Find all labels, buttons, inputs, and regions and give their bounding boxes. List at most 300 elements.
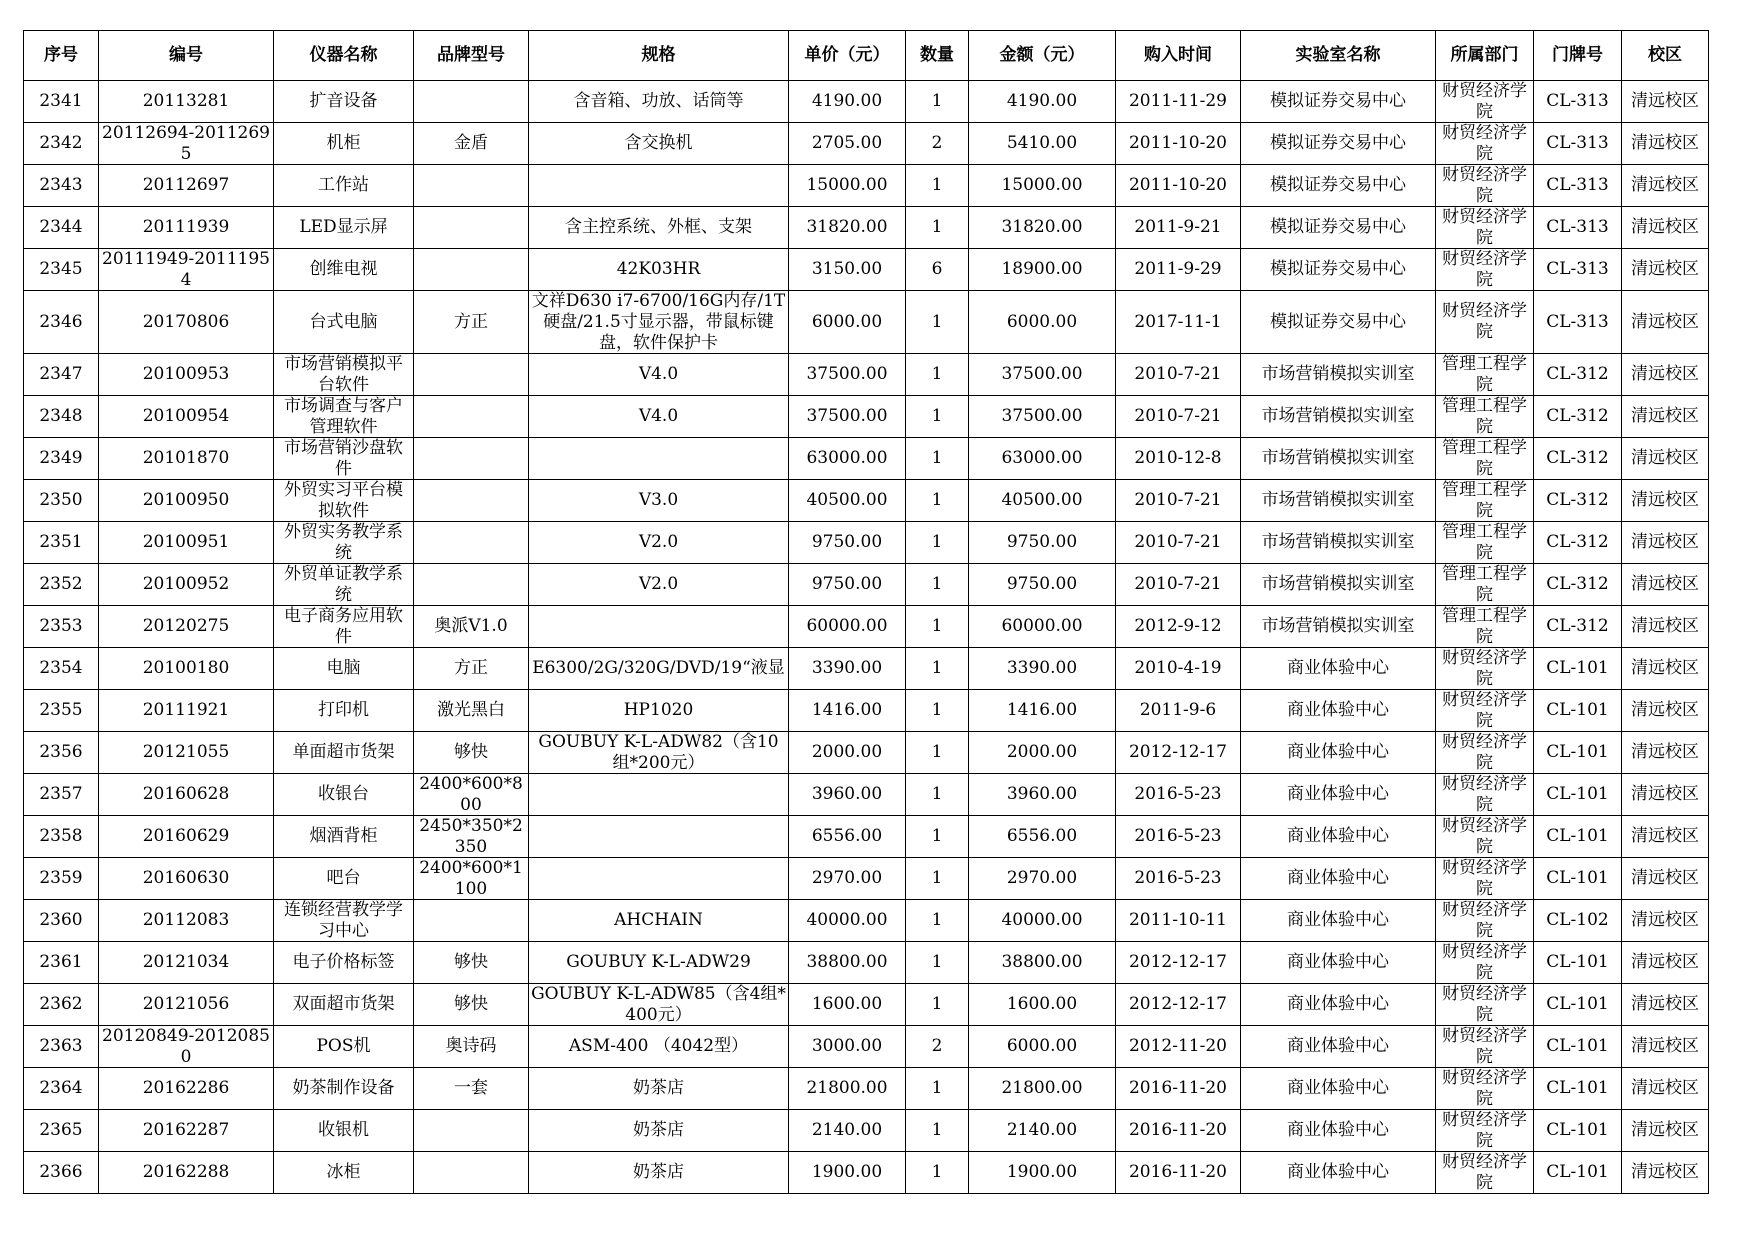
cell-text: 清远校区	[1631, 1162, 1699, 1182]
cell-text: 21800.00	[1001, 1078, 1083, 1098]
cell-campus	[1622, 900, 1709, 942]
cell-qty	[906, 774, 969, 816]
inventory-sheet	[23, 30, 1709, 1194]
cell-name	[274, 774, 414, 816]
cell-brand	[414, 438, 529, 480]
cell-spec	[529, 1026, 789, 1068]
cell-text: 1	[931, 175, 943, 195]
cell-text: 外贸实务教学系统	[284, 522, 403, 563]
cell-text: 收银机	[318, 1120, 369, 1140]
cell-campus	[1622, 774, 1709, 816]
cell-qty	[906, 354, 969, 396]
cell-text: 5410.00	[1006, 133, 1078, 153]
cell-text: 2970.00	[811, 868, 883, 888]
cell-name	[274, 1110, 414, 1152]
cell-text: 15000.00	[1001, 175, 1083, 195]
cell-dept	[1436, 900, 1534, 942]
cell-brand	[414, 1152, 529, 1194]
cell-name	[274, 648, 414, 690]
column-header-amount: 金额（元）	[969, 31, 1116, 81]
cell-text: 管理工程学院	[1442, 606, 1527, 647]
cell-lab	[1241, 354, 1436, 396]
cell-spec	[529, 690, 789, 732]
cell-text: 20100180	[142, 658, 230, 678]
cell-brand	[414, 480, 529, 522]
cell-lab	[1241, 1152, 1436, 1194]
cell-dept	[1436, 249, 1534, 291]
table-row	[24, 1152, 1709, 1194]
column-header-unit-price: 单价（元）	[789, 31, 906, 81]
cell-unit-price	[789, 900, 906, 942]
cell-text: 2450*350*2350	[419, 816, 523, 857]
cell-text: 单面超市货架	[292, 742, 395, 762]
cell-text: 6000.00	[1006, 1036, 1078, 1056]
table-row	[24, 207, 1709, 249]
cell-text: 2344	[39, 217, 83, 237]
cell-brand	[414, 207, 529, 249]
cell-qty	[906, 165, 969, 207]
cell-campus	[1622, 564, 1709, 606]
cell-text: 市场营销模拟实训室	[1261, 448, 1415, 468]
cell-text: 2010-7-21	[1134, 364, 1222, 384]
cell-code	[99, 291, 274, 354]
cell-text: CL-101	[1546, 1036, 1609, 1056]
cell-text: 20112083	[142, 910, 230, 930]
cell-code	[99, 522, 274, 564]
cell-date	[1116, 564, 1241, 606]
cell-qty	[906, 522, 969, 564]
cell-text: 双面超市货架	[292, 994, 395, 1014]
cell-text: 2361	[39, 952, 83, 972]
cell-name	[274, 249, 414, 291]
cell-amount	[969, 606, 1116, 648]
cell-text: 20113281	[142, 91, 230, 111]
cell-text: 3960.00	[1006, 784, 1078, 804]
cell-text: 清远校区	[1631, 1078, 1699, 1098]
cell-text: 2356	[39, 742, 83, 762]
cell-campus	[1622, 207, 1709, 249]
cell-lab	[1241, 81, 1436, 123]
cell-text: 连锁经营教学学习中心	[284, 900, 403, 941]
cell-campus	[1622, 858, 1709, 900]
cell-brand	[414, 81, 529, 123]
cell-dept	[1436, 774, 1534, 816]
cell-text: 20101870	[142, 448, 230, 468]
cell-name	[274, 1026, 414, 1068]
cell-qty	[906, 249, 969, 291]
cell-spec	[529, 1068, 789, 1110]
cell-text: 1	[931, 1120, 943, 1140]
cell-text: GOUBUY K-L-ADW85（含4组*400元）	[531, 984, 786, 1025]
cell-text: 1	[931, 532, 943, 552]
cell-spec	[529, 396, 789, 438]
cell-text: 清远校区	[1631, 448, 1699, 468]
cell-amount	[969, 480, 1116, 522]
cell-amount	[969, 648, 1116, 690]
cell-code	[99, 942, 274, 984]
column-header-name: 仪器名称	[274, 31, 414, 81]
cell-brand	[414, 564, 529, 606]
cell-lab	[1241, 522, 1436, 564]
cell-campus	[1622, 732, 1709, 774]
cell-lab	[1241, 249, 1436, 291]
cell-text: 2352	[39, 574, 83, 594]
cell-text: 2010-7-21	[1134, 574, 1222, 594]
cell-lab	[1241, 291, 1436, 354]
cell-text: 20111939	[142, 217, 230, 237]
cell-amount	[969, 165, 1116, 207]
cell-seq	[24, 123, 99, 165]
cell-seq	[24, 1068, 99, 1110]
cell-spec	[529, 984, 789, 1026]
cell-text: 1	[931, 406, 943, 426]
cell-seq	[24, 207, 99, 249]
table-row	[24, 1068, 1709, 1110]
cell-text: 财贸经济学院	[1442, 648, 1527, 689]
cell-text: 20111921	[142, 700, 230, 720]
cell-unit-price	[789, 480, 906, 522]
cell-text: 60000.00	[1001, 616, 1083, 636]
cell-seq	[24, 1152, 99, 1194]
cell-room	[1534, 606, 1622, 648]
cell-text: CL-101	[1546, 826, 1609, 846]
cell-text: 6000.00	[1006, 311, 1078, 332]
cell-lab	[1241, 690, 1436, 732]
cell-text: 2345	[39, 259, 83, 279]
cell-text: CL-312	[1546, 406, 1609, 426]
cell-room	[1534, 900, 1622, 942]
cell-campus	[1622, 480, 1709, 522]
cell-lab	[1241, 984, 1436, 1026]
cell-unit-price	[789, 690, 906, 732]
cell-amount	[969, 1152, 1116, 1194]
cell-text: 市场营销模拟实训室	[1261, 490, 1415, 510]
cell-text: 20160629	[142, 826, 230, 846]
cell-room	[1534, 1068, 1622, 1110]
cell-lab	[1241, 1110, 1436, 1152]
cell-brand	[414, 606, 529, 648]
cell-text: 6556.00	[811, 826, 883, 846]
cell-date	[1116, 480, 1241, 522]
table-row	[24, 690, 1709, 732]
cell-name	[274, 564, 414, 606]
cell-room	[1534, 396, 1622, 438]
cell-dept	[1436, 816, 1534, 858]
cell-text: 2347	[39, 364, 83, 384]
cell-date	[1116, 1152, 1241, 1194]
cell-text: 工作站	[318, 175, 369, 195]
cell-text: 2140.00	[1006, 1120, 1078, 1140]
cell-spec	[529, 606, 789, 648]
cell-brand	[414, 165, 529, 207]
cell-text: 2010-12-8	[1134, 448, 1222, 468]
cell-lab	[1241, 1026, 1436, 1068]
cell-seq	[24, 249, 99, 291]
cell-text: 1600.00	[1006, 994, 1078, 1014]
cell-amount	[969, 816, 1116, 858]
table-row	[24, 732, 1709, 774]
cell-text: 商业体验中心	[1287, 994, 1389, 1014]
cell-qty	[906, 1152, 969, 1194]
cell-text: 40000.00	[1001, 910, 1083, 930]
cell-code	[99, 900, 274, 942]
cell-name	[274, 1068, 414, 1110]
cell-text: 2012-12-17	[1128, 742, 1227, 762]
cell-text: 20121055	[142, 742, 230, 762]
cell-text: 清远校区	[1631, 616, 1699, 636]
cell-text: 外贸实习平台模拟软件	[284, 480, 403, 521]
cell-unit-price	[789, 396, 906, 438]
cell-text: 够快	[454, 994, 488, 1014]
cell-unit-price	[789, 984, 906, 1026]
cell-text: 3000.00	[811, 1036, 883, 1056]
cell-unit-price	[789, 816, 906, 858]
cell-text: 文祥D630 i7-6700/16G内存/1T硬盘/21.5寸显示器，带鼠标键盘，软件保护卡	[531, 291, 786, 353]
cell-room	[1534, 522, 1622, 564]
cell-text: 2400*600*1100	[419, 858, 523, 899]
cell-seq	[24, 606, 99, 648]
cell-amount	[969, 522, 1116, 564]
cell-text: CL-101	[1546, 784, 1609, 804]
cell-date	[1116, 1026, 1241, 1068]
cell-text: 管理工程学院	[1442, 396, 1527, 437]
cell-code	[99, 354, 274, 396]
cell-text: 2342	[39, 133, 83, 153]
cell-qty	[906, 123, 969, 165]
cell-text: 20100953	[142, 364, 230, 384]
cell-text: 清远校区	[1631, 910, 1699, 930]
cell-date	[1116, 249, 1241, 291]
cell-spec	[529, 816, 789, 858]
cell-brand	[414, 732, 529, 774]
cell-dept	[1436, 1152, 1534, 1194]
cell-text: 1	[931, 311, 943, 332]
cell-unit-price	[789, 438, 906, 480]
cell-seq	[24, 480, 99, 522]
column-header-room: 门牌号	[1534, 31, 1622, 81]
cell-room	[1534, 207, 1622, 249]
cell-text: 37500.00	[1001, 406, 1083, 426]
table-row	[24, 81, 1709, 123]
cell-text: CL-313	[1546, 175, 1609, 195]
cell-text: 电子商务应用软件	[284, 606, 403, 647]
cell-lab	[1241, 1068, 1436, 1110]
table-row	[24, 648, 1709, 690]
cell-brand	[414, 648, 529, 690]
cell-room	[1534, 1110, 1622, 1152]
cell-dept	[1436, 522, 1534, 564]
cell-code	[99, 774, 274, 816]
cell-campus	[1622, 165, 1709, 207]
cell-brand	[414, 1068, 529, 1110]
table-row	[24, 1110, 1709, 1152]
table-row	[24, 942, 1709, 984]
cell-campus	[1622, 1068, 1709, 1110]
cell-text: 40500.00	[806, 490, 888, 510]
cell-qty	[906, 396, 969, 438]
cell-brand	[414, 291, 529, 354]
cell-text: 财贸经济学院	[1442, 1026, 1527, 1067]
cell-text: 1	[931, 952, 943, 972]
cell-dept	[1436, 564, 1534, 606]
cell-text: 商业体验中心	[1287, 658, 1389, 678]
cell-text: 2011-10-11	[1128, 910, 1227, 930]
cell-seq	[24, 291, 99, 354]
cell-text: 20100951	[142, 532, 230, 552]
cell-text: 1	[931, 217, 943, 237]
cell-room	[1534, 249, 1622, 291]
cell-qty	[906, 816, 969, 858]
cell-text: ASM-400 （4042型）	[568, 1036, 749, 1056]
table-row	[24, 522, 1709, 564]
cell-text: 清远校区	[1631, 311, 1699, 332]
cell-text: CL-312	[1546, 574, 1609, 594]
cell-room	[1534, 774, 1622, 816]
table-row	[24, 1026, 1709, 1068]
cell-unit-price	[789, 732, 906, 774]
cell-text: 2017-11-1	[1134, 311, 1222, 332]
cell-dept	[1436, 732, 1534, 774]
cell-unit-price	[789, 1152, 906, 1194]
table-row	[24, 480, 1709, 522]
cell-dept	[1436, 1026, 1534, 1068]
cell-text: 2366	[39, 1162, 83, 1182]
cell-text: 2355	[39, 700, 83, 720]
cell-text: 管理工程学院	[1442, 522, 1527, 563]
cell-text: 财贸经济学院	[1442, 123, 1527, 164]
cell-date	[1116, 165, 1241, 207]
cell-text: 2346	[39, 311, 83, 332]
cell-date	[1116, 816, 1241, 858]
cell-date	[1116, 1110, 1241, 1152]
cell-amount	[969, 396, 1116, 438]
cell-text: 管理工程学院	[1442, 480, 1527, 521]
cell-seq	[24, 396, 99, 438]
cell-text: 2359	[39, 868, 83, 888]
cell-text: 2360	[39, 910, 83, 930]
cell-date	[1116, 81, 1241, 123]
cell-text: 财贸经济学院	[1442, 1068, 1527, 1109]
cell-spec	[529, 249, 789, 291]
cell-qty	[906, 1068, 969, 1110]
cell-qty	[906, 732, 969, 774]
cell-text: 奶茶制作设备	[292, 1078, 395, 1098]
cell-text: 31820.00	[1001, 217, 1083, 237]
cell-text: 清远校区	[1631, 259, 1699, 279]
cell-date	[1116, 291, 1241, 354]
cell-text: 清远校区	[1631, 364, 1699, 384]
cell-room	[1534, 438, 1622, 480]
cell-text: 20160628	[142, 784, 230, 804]
cell-room	[1534, 690, 1622, 732]
cell-code	[99, 81, 274, 123]
cell-text: CL-312	[1546, 448, 1609, 468]
cell-qty	[906, 648, 969, 690]
table-row	[24, 858, 1709, 900]
cell-text: 2016-11-20	[1128, 1120, 1227, 1140]
cell-spec	[529, 774, 789, 816]
cell-text: 1	[931, 658, 943, 678]
cell-text: 20100950	[142, 490, 230, 510]
cell-dept	[1436, 606, 1534, 648]
cell-dept	[1436, 1110, 1534, 1152]
cell-name	[274, 1152, 414, 1194]
cell-amount	[969, 690, 1116, 732]
cell-text: POS机	[316, 1036, 371, 1056]
cell-amount	[969, 774, 1116, 816]
equipment-table	[23, 30, 1709, 1194]
cell-brand	[414, 984, 529, 1026]
cell-text: 2011-10-20	[1128, 133, 1227, 153]
cell-room	[1534, 81, 1622, 123]
cell-text: 外贸单证教学系统	[284, 564, 403, 605]
cell-qty	[906, 1026, 969, 1068]
cell-seq	[24, 816, 99, 858]
table-row	[24, 396, 1709, 438]
cell-text: 含主控系统、外框、支架	[565, 217, 752, 237]
cell-text: 模拟证券交易中心	[1270, 217, 1406, 237]
cell-text: 1	[931, 91, 943, 111]
cell-text: 1	[931, 490, 943, 510]
cell-campus	[1622, 522, 1709, 564]
cell-text: AHCHAIN	[614, 910, 703, 930]
cell-date	[1116, 354, 1241, 396]
cell-text: 商业体验中心	[1287, 1078, 1389, 1098]
cell-text: 商业体验中心	[1287, 1162, 1389, 1182]
column-header-campus: 校区	[1622, 31, 1709, 81]
cell-text: 2011-9-6	[1139, 700, 1217, 720]
cell-text: V4.0	[638, 406, 679, 426]
cell-unit-price	[789, 942, 906, 984]
cell-text: 激光黑白	[437, 700, 505, 720]
cell-seq	[24, 81, 99, 123]
cell-brand	[414, 774, 529, 816]
cell-text: 6	[931, 259, 943, 279]
cell-text: 清远校区	[1631, 826, 1699, 846]
cell-text: 2016-5-23	[1134, 784, 1222, 804]
cell-text: 冰柜	[326, 1162, 361, 1182]
cell-text: 2357	[39, 784, 83, 804]
cell-code	[99, 732, 274, 774]
cell-text: 2	[931, 133, 943, 153]
cell-text: 20121056	[142, 994, 230, 1014]
cell-text: 31820.00	[806, 217, 888, 237]
cell-text: 够快	[454, 952, 488, 972]
cell-text: CL-101	[1546, 868, 1609, 888]
cell-date	[1116, 648, 1241, 690]
cell-text: 20120849-20120850	[102, 1026, 270, 1067]
table-row	[24, 984, 1709, 1026]
cell-unit-price	[789, 81, 906, 123]
cell-spec	[529, 354, 789, 396]
cell-text: 20160630	[142, 868, 230, 888]
cell-code	[99, 1068, 274, 1110]
cell-qty	[906, 207, 969, 249]
cell-text: 市场营销模拟平台软件	[284, 354, 403, 395]
cell-campus	[1622, 1026, 1709, 1068]
cell-amount	[969, 984, 1116, 1026]
cell-text: 21800.00	[806, 1078, 888, 1098]
cell-text: 市场营销模拟实训室	[1261, 406, 1415, 426]
cell-seq	[24, 438, 99, 480]
cell-text: 管理工程学院	[1442, 438, 1527, 479]
cell-code	[99, 1152, 274, 1194]
column-header-seq: 序号	[24, 31, 99, 81]
cell-text: 20162288	[142, 1162, 230, 1182]
cell-text: V3.0	[638, 490, 679, 510]
cell-spec	[529, 165, 789, 207]
cell-text: CL-101	[1546, 952, 1609, 972]
